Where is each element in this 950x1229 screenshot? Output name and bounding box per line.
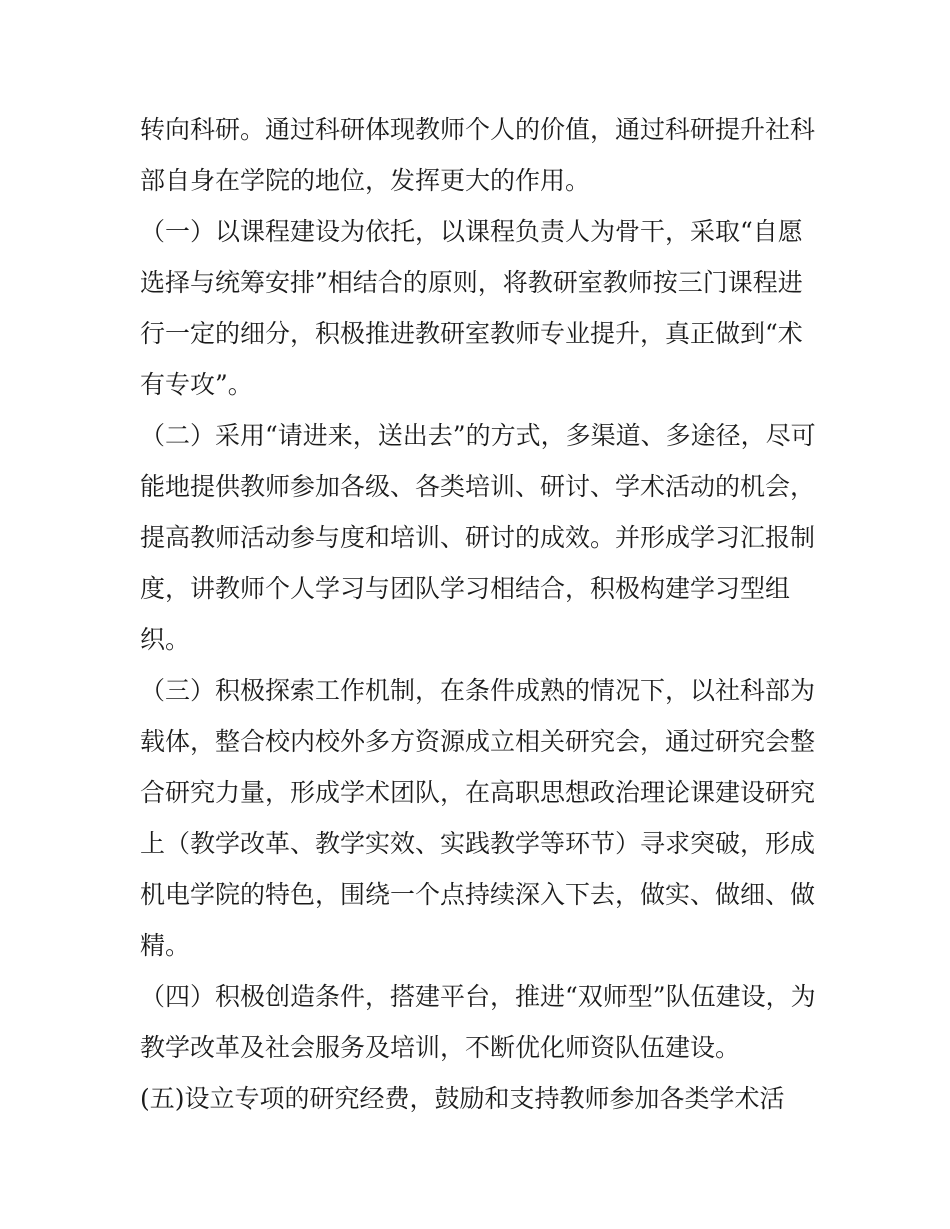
text-line-1: 转向科研。通过科研体现教师个人的价值，通过科研提升社科 <box>140 115 816 144</box>
text-line-8: 能地提供教师参加各级、各类培训、研讨、学术活动的机会， <box>140 472 816 501</box>
text-line-20: (五)设立专项的研究经费，鼓励和支持教师参加各类学术活 <box>140 1084 785 1113</box>
text-line-15: 上（教学改革、教学实效、实践教学等环节）寻求突破，形成 <box>140 829 816 858</box>
text-line-2: 部自身在学院的地位，发挥更大的作用。 <box>140 166 591 195</box>
text-line-18: （四）积极创造条件，搭建平台，推进“双师型”队伍建设，为 <box>140 982 816 1011</box>
text-line-12: （三）积极探索工作机制，在条件成熟的情况下，以社科部为 <box>140 676 816 705</box>
text-line-16: 机电学院的特色，围绕一个点持续深入下去，做实、做细、做 <box>140 880 816 909</box>
body-text <box>140 104 820 1124</box>
text-line-3: （一）以课程建设为依托，以课程负责人为骨干，采取“自愿 <box>140 217 803 246</box>
text-line-14: 合研究力量，形成学术团队，在高职思想政治理论课建设研究 <box>140 778 816 807</box>
text-line-6: 有专攻”。 <box>140 370 253 399</box>
text-line-19: 教学改革及社会服务及培训，不断优化师资队伍建设。 <box>140 1033 741 1062</box>
text-line-7: （二）采用“请进来，送出去”的方式，多渠道、多途径，尽可 <box>140 421 816 450</box>
text-line-17: 精。 <box>140 931 191 960</box>
text-line-13: 载体，整合校内校外多方资源成立相关研究会，通过研究会整 <box>140 727 816 756</box>
text-line-4: 选择与统筹安排”相结合的原则，将教研室教师按三门课程进 <box>140 268 803 297</box>
text-line-5: 行一定的细分，积极推进教研室教师专业提升，真正做到“术 <box>140 319 803 348</box>
text-line-11: 织。 <box>140 625 191 654</box>
text-line-9: 提高教师活动参与度和培训、研讨的成效。并形成学习汇报制 <box>140 523 816 552</box>
text-line-10: 度，讲教师个人学习与团队学习相结合，积极构建学习型组 <box>140 574 791 603</box>
